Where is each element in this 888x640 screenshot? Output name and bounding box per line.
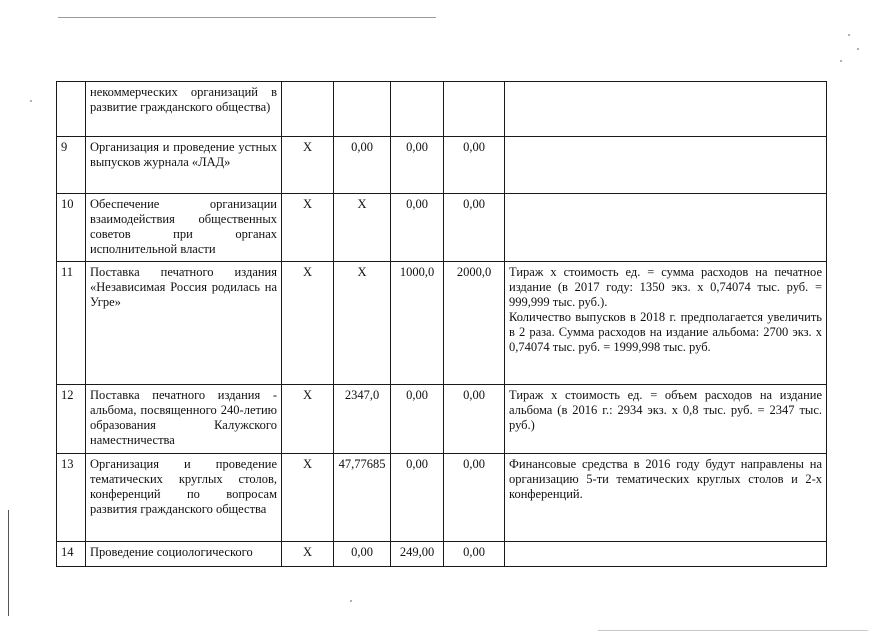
row-mark: Х [282, 542, 334, 567]
row-value-3: 0,00 [444, 454, 505, 542]
row-number: 13 [57, 454, 86, 542]
scan-speck [840, 60, 842, 62]
table-row [57, 262, 827, 385]
note-paragraph: Тираж х стоимость ед. = объем расходов на издание альбома (в 2016 г.: 2934 экз. х 0,8 тыс. руб. = 2347 тыс. руб.) [509, 388, 822, 432]
scan-speck [350, 600, 352, 602]
row-number: 12 [57, 385, 86, 454]
row-number: 11 [57, 262, 86, 385]
row-value-1: 47,77685 [334, 454, 391, 542]
table-row [57, 385, 827, 454]
row-value-1: 0,00 [334, 542, 391, 567]
row-name: Поставка печатного издания «Независимая Россия родилась на Угре» [86, 262, 282, 385]
row-value-3 [444, 82, 505, 137]
row-name: Организация и проведение тематических круглых столов, конференций по вопросам развития гражданского общества [86, 454, 282, 542]
row-value-2 [391, 82, 444, 137]
scan-speck [30, 100, 32, 102]
row-value-3: 0,00 [444, 542, 505, 567]
row-value-3: 0,00 [444, 194, 505, 262]
row-mark: Х [282, 137, 334, 194]
table-row [57, 454, 827, 542]
row-name: Обеспечение организации взаимодействия общественных советов при органах исполнительной власти [86, 194, 282, 262]
row-mark [282, 82, 334, 137]
scan-speck [857, 48, 859, 50]
row-mark: Х [282, 262, 334, 385]
row-value-2: 249,00 [391, 542, 444, 567]
row-note [505, 454, 827, 542]
row-value-1 [334, 82, 391, 137]
row-value-3: 0,00 [444, 137, 505, 194]
row-number: 14 [57, 542, 86, 567]
row-value-1: 2347,0 [334, 385, 391, 454]
row-name: Поставка печатного издания - альбома, посвященного 240-летию образования Калужского наместничества [86, 385, 282, 454]
note-paragraph: Тираж х стоимость ед. = сумма расходов на печатное издание (в 2017 году: 1350 экз. х 0,74074 тыс. руб. = 999,999 тыс. руб.). [509, 265, 822, 309]
row-number: 9 [57, 137, 86, 194]
table-row [57, 194, 827, 262]
row-note [505, 385, 827, 454]
row-mark: Х [282, 194, 334, 262]
row-note [505, 542, 827, 567]
row-value-2: 1000,0 [391, 262, 444, 385]
table-row [57, 542, 827, 567]
scan-artifact-bottom-line [598, 630, 868, 631]
row-value-2: 0,00 [391, 194, 444, 262]
expense-table [56, 81, 827, 567]
scan-artifact-top-line [58, 17, 436, 18]
row-note [505, 194, 827, 262]
row-mark: Х [282, 454, 334, 542]
row-value-3: 2000,0 [444, 262, 505, 385]
note-paragraph: Количество выпусков в 2018 г. предполагается увеличить в 2 раза. Сумма расходов на издание альбома: 2700 экз. х 0,74074 тыс. руб. = 1999,998 тыс. руб. [509, 310, 822, 354]
row-value-3: 0,00 [444, 385, 505, 454]
row-name: Проведение социологического [86, 542, 282, 567]
row-value-2: 0,00 [391, 137, 444, 194]
row-value-2: 0,00 [391, 385, 444, 454]
row-note [505, 82, 827, 137]
row-value-2: 0,00 [391, 454, 444, 542]
row-value-1: Х [334, 262, 391, 385]
row-value-1: 0,00 [334, 137, 391, 194]
table-row [57, 137, 827, 194]
row-note [505, 137, 827, 194]
row-number: 10 [57, 194, 86, 262]
row-value-1: Х [334, 194, 391, 262]
row-name: Организация и проведение устных выпусков журнала «ЛАД» [86, 137, 282, 194]
row-name: некоммерческих организаций в развитие гражданского общества) [86, 82, 282, 137]
row-note [505, 262, 827, 385]
scan-speck [848, 34, 850, 36]
note-paragraph: Финансовые средства в 2016 году будут направлены на организацию 5-ти тематических круглых столов и 2-х конференций. [509, 457, 822, 501]
row-number [57, 82, 86, 137]
row-mark: Х [282, 385, 334, 454]
table-row [57, 82, 827, 137]
scan-artifact-left-mark [8, 510, 9, 616]
